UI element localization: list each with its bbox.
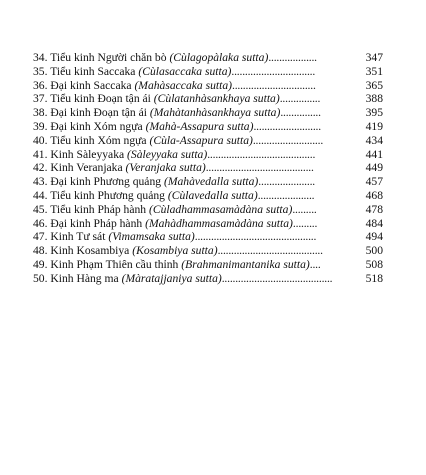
toc-entry [33,51,383,65]
toc-entry-title: Kinh Hàng ma [50,271,119,285]
toc-entry-title: Kinh Tư sát [50,230,106,244]
toc-entry-page-number: 500 [365,244,383,258]
toc-entry-page-number: 518 [365,271,383,285]
toc-entry-number: 37. [33,92,48,106]
toc-entry-leader-dots: .......................... [252,133,324,147]
toc-entry-pali-title: (Màratajjaniya sutta) [121,271,222,285]
toc-entry-title: Đại kinh Xóm ngựa [50,119,143,133]
toc-entry-text [33,106,280,120]
toc-entry-pali-title: (Mahàsaccaka sutta) [134,78,232,92]
toc-entry [33,244,383,258]
toc-entry-leader-dots: ....................................... [217,244,323,258]
toc-entry [33,230,383,244]
toc-entry-page-number: 449 [365,161,383,175]
toc-entry-title: Tiểu kinh Người chăn bò [50,51,167,64]
toc-entry-page-number: 494 [365,230,383,244]
toc-entry-page-number: 365 [365,78,383,92]
toc-entry-leader-dots: ..................... [258,175,315,189]
table-of-contents [33,51,383,286]
toc-entry-text [33,92,280,106]
toc-entry-number: 49. [33,257,48,271]
toc-entry-number: 43. [33,175,48,189]
toc-entry-page-number: 351 [365,64,383,78]
toc-entry-page-number: 508 [365,257,383,271]
toc-entry-leader-dots: ..................... [257,188,315,202]
toc-entry-pali-title: (Cùlasaccaka sutta) [138,64,232,78]
toc-entry-leader-dots: ......... [292,202,317,216]
toc-entry-page-number: 457 [365,175,383,189]
toc-entry-number: 40. [33,133,48,147]
toc-entry [33,120,383,134]
toc-entry-page-number: 478 [365,202,383,216]
toc-entry-title: Kinh Sàleyyaka [50,147,125,161]
toc-entry-page-number: 484 [365,216,383,230]
toc-entry-leader-dots: ......... [292,216,318,230]
toc-entry-text [33,272,222,286]
toc-entry-title: Đại kinh Saccaka [50,78,132,92]
toc-entry-leader-dots: .... [309,257,321,271]
toc-entry-number: 35. [33,64,48,78]
toc-entry-number: 36. [33,78,48,92]
toc-entry-title: Tiểu kinh Đoạn tận ái [50,92,151,106]
toc-entry-page-number: 347 [365,51,383,64]
toc-entry-title: Tiểu kinh Pháp hành [50,202,147,216]
toc-entry-page-number: 395 [365,106,383,120]
toc-entry [33,148,383,162]
toc-entry-pali-title: (Mahàvedalla sutta) [163,175,259,189]
toc-entry [33,203,383,217]
toc-entry [33,79,383,93]
toc-entry-page-number: 441 [365,147,383,161]
toc-entry-leader-dots: ........................................ [205,161,314,175]
toc-entry-number: 47. [33,230,48,244]
toc-entry-pali-title: (Brahmanimantanika sutta) [181,257,310,271]
toc-entry-pali-title: (Veranjaka sutta) [125,161,206,175]
toc-entry-title: Tiểu kinh Xóm ngựa [50,133,147,147]
toc-entry [33,134,383,148]
toc-entry-text [33,79,232,93]
toc-entry-pali-title: (Cùla-Assapura sutta) [149,133,253,147]
toc-entry-text [33,258,310,272]
toc-entry-number: 38. [33,106,48,120]
toc-entry-leader-dots: ......................................... [221,271,333,285]
toc-entry-number: 39. [33,119,48,133]
toc-entry [33,175,383,189]
toc-entry [33,65,383,79]
toc-entry-number: 44. [33,188,48,202]
toc-entry-page-number: 388 [365,92,383,106]
toc-entry-pali-title: (Cùlavedalla sutta) [167,188,258,202]
toc-entry-pali-title: (Mahà-Assapura sutta) [145,119,254,133]
toc-entry-pali-title: (Sàleyyaka sutta) [127,147,208,161]
toc-entry-text [33,244,218,258]
toc-entry-leader-dots: ......................... [253,119,321,133]
toc-entry [33,161,383,175]
toc-entry-text [33,148,207,162]
toc-entry-pali-title: (Mahàtanhàsankhaya sutta) [149,106,281,120]
toc-entry-number: 42. [33,161,48,175]
toc-entry-title: Tiểu kinh Saccaka [50,64,136,78]
toc-entry-text [33,65,231,79]
toc-entry-pali-title: (Kosambiya sutta) [132,244,218,258]
toc-entry-pali-title: (Cùlatanhàsankhaya sutta) [153,92,280,106]
toc-entry-leader-dots: .................. [268,51,317,64]
toc-entry-number: 46. [33,216,48,230]
toc-entry-text [33,217,293,231]
toc-entry-leader-dots: ............................... [232,78,316,92]
toc-entry [33,258,383,272]
toc-entry-page-number: 468 [365,188,383,202]
toc-entry-leader-dots: ........................................ [207,147,316,161]
toc-entry [33,106,383,120]
toc-entry-text [33,175,258,189]
toc-entry-number: 45. [33,202,48,216]
toc-entry [33,272,383,286]
toc-entry-pali-title: (Cùladhammasamàdàna sutta) [148,202,293,216]
toc-entry-number: 48. [33,244,48,258]
toc-entry-page-number: 419 [365,119,383,133]
toc-entry-leader-dots: ............... [280,106,321,120]
toc-entry-text [33,189,258,203]
toc-entry-text [33,161,206,175]
toc-entry-title: Đại kinh Phương quảng [50,175,162,189]
toc-entry-title: Đại kinh Pháp hành [50,216,143,230]
toc-entry-title: Tiểu kinh Phương quảng [50,188,165,202]
toc-entry-title: Kinh Veranjaka [50,161,123,175]
toc-entry-pali-title: (Cùlagopàlaka sutta) [169,51,269,64]
toc-entry-text [33,230,195,244]
toc-entry-title: Đại kinh Đoạn tận ái [50,106,147,120]
toc-entry-text [33,203,292,217]
toc-entry [33,92,383,106]
toc-entry-number: 34. [33,51,48,64]
toc-entry-pali-title: (Vimamsaka sutta) [108,230,195,244]
toc-entry-number: 41. [33,147,48,161]
toc-entry-leader-dots: ............................... [231,64,316,78]
toc-entry-text [33,120,253,134]
toc-entry-text [33,134,253,148]
toc-entry-title: Kinh Phạm Thiên cầu thỉnh [50,257,179,271]
toc-entry [33,189,383,203]
toc-entry-leader-dots: ............................................. [194,230,317,244]
toc-entry-title: Kinh Kosambiya [50,244,130,258]
toc-entry-page-number: 434 [365,133,383,147]
toc-entry-number: 50. [33,271,48,285]
toc-entry-pali-title: (Mahàdhammasamàdàna sutta) [145,216,293,230]
toc-entry-leader-dots: ............... [279,92,321,106]
toc-entry [33,217,383,231]
toc-entry-text [33,51,268,65]
